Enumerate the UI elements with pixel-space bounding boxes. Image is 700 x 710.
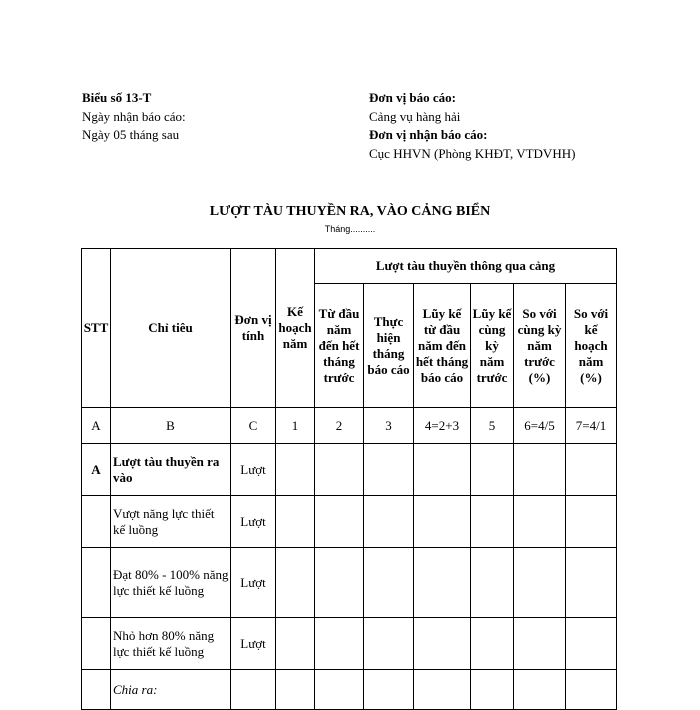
row-cell xyxy=(514,444,566,496)
row-criteria: Nhỏ hơn 80% năng lực thiết kế luồng xyxy=(111,618,231,670)
row-cell xyxy=(566,444,617,496)
report-month: Tháng.......... xyxy=(324,224,376,234)
code-cell: 7=4/1 xyxy=(566,408,617,444)
row-cell xyxy=(364,670,414,710)
row-cell xyxy=(471,444,514,496)
report-title: LƯỢT TÀU THUYỀN RA, VÀO CẢNG BIỂN xyxy=(209,204,491,219)
code-cell: 5 xyxy=(471,408,514,444)
row-cell xyxy=(566,670,617,710)
row-cell xyxy=(471,670,514,710)
row-cell xyxy=(414,444,471,496)
row-cell xyxy=(315,548,364,618)
code-cell: B xyxy=(111,408,231,444)
row-stt xyxy=(82,548,111,618)
row-unit: Lượt xyxy=(231,618,276,670)
receiving-unit-value: Cục HHVN (Phòng KHĐT, VTDVHH) xyxy=(369,145,576,161)
code-cell: 6=4/5 xyxy=(514,408,566,444)
code-cell: 3 xyxy=(364,408,414,444)
header-ytd-cumulative: Lũy kế từ đầu năm đến hết tháng báo cáo xyxy=(414,284,471,408)
header-same-period-cumulative: Lũy kế cùng kỳ năm trước xyxy=(471,284,514,408)
reporting-unit-label: Đơn vị báo cáo: xyxy=(369,90,457,105)
row-cell xyxy=(514,618,566,670)
header-report-month: Thực hiện tháng báo cáo xyxy=(364,284,414,408)
row-criteria: Đạt 80% - 100% năng lực thiết kế luồng xyxy=(111,548,231,618)
receiving-unit-label: Đơn vị nhận báo cáo: xyxy=(369,127,488,142)
row-unit: Lượt xyxy=(231,548,276,618)
report-table xyxy=(81,248,617,710)
row-cell xyxy=(566,496,617,548)
header-plan: Kế hoạch năm xyxy=(276,249,315,408)
code-cell: C xyxy=(231,408,276,444)
receive-date-value: Ngày 05 tháng sau xyxy=(82,127,180,142)
row-cell xyxy=(276,670,315,710)
table-row xyxy=(82,444,617,496)
row-cell xyxy=(471,618,514,670)
row-stt xyxy=(82,496,111,548)
form-number: Biểu số 13-T xyxy=(82,90,152,105)
row-cell xyxy=(364,618,414,670)
row-cell xyxy=(514,496,566,548)
row-cell xyxy=(414,548,471,618)
reporting-unit-value: Cảng vụ hàng hải xyxy=(369,108,461,124)
row-unit: Lượt xyxy=(231,444,276,496)
row-unit: Lượt xyxy=(231,496,276,548)
row-stt xyxy=(82,618,111,670)
header-vs-last-year: So với cùng kỳ năm trước (%) xyxy=(514,284,566,408)
row-cell xyxy=(364,548,414,618)
row-cell xyxy=(315,618,364,670)
receive-date-label: Ngày nhận báo cáo: xyxy=(82,108,186,124)
code-cell: 1 xyxy=(276,408,315,444)
row-cell xyxy=(276,548,315,618)
row-stt: A xyxy=(82,444,111,496)
row-criteria: Vượt năng lực thiết kế luồng xyxy=(111,496,231,548)
header-row-1 xyxy=(82,249,617,284)
table-row xyxy=(82,618,617,670)
header-unit: Đơn vị tính xyxy=(231,249,276,408)
header-group: Lượt tàu thuyền thông qua cảng xyxy=(315,249,617,284)
header-right xyxy=(369,89,575,163)
table-row xyxy=(82,548,617,618)
row-criteria: Chia ra: xyxy=(111,670,231,710)
code-row xyxy=(82,408,617,444)
row-cell xyxy=(276,618,315,670)
row-unit xyxy=(231,670,276,710)
row-cell xyxy=(514,670,566,710)
row-criteria: Lượt tàu thuyền ra vào xyxy=(111,444,231,496)
row-cell xyxy=(315,670,364,710)
row-cell xyxy=(566,548,617,618)
row-stt xyxy=(82,670,111,710)
row-cell xyxy=(566,618,617,670)
header-stt: STT xyxy=(82,249,111,408)
code-cell: 4=2+3 xyxy=(414,408,471,444)
header-vs-plan: So với kế hoạch năm (%) xyxy=(566,284,617,408)
table-row xyxy=(82,670,617,710)
row-cell xyxy=(276,444,315,496)
header-ytd-prev-month: Từ đầu năm đến hết tháng trước xyxy=(315,284,364,408)
table-row xyxy=(82,496,617,548)
row-cell xyxy=(414,618,471,670)
row-cell xyxy=(471,496,514,548)
row-cell xyxy=(414,670,471,710)
row-cell xyxy=(315,444,364,496)
row-cell xyxy=(471,548,514,618)
row-cell xyxy=(364,496,414,548)
row-cell xyxy=(315,496,364,548)
row-cell xyxy=(364,444,414,496)
header-left xyxy=(82,89,186,145)
code-cell: 2 xyxy=(315,408,364,444)
header-criteria: Chỉ tiêu xyxy=(111,249,231,408)
code-cell: A xyxy=(82,408,111,444)
row-cell xyxy=(414,496,471,548)
row-cell xyxy=(514,548,566,618)
row-cell xyxy=(276,496,315,548)
